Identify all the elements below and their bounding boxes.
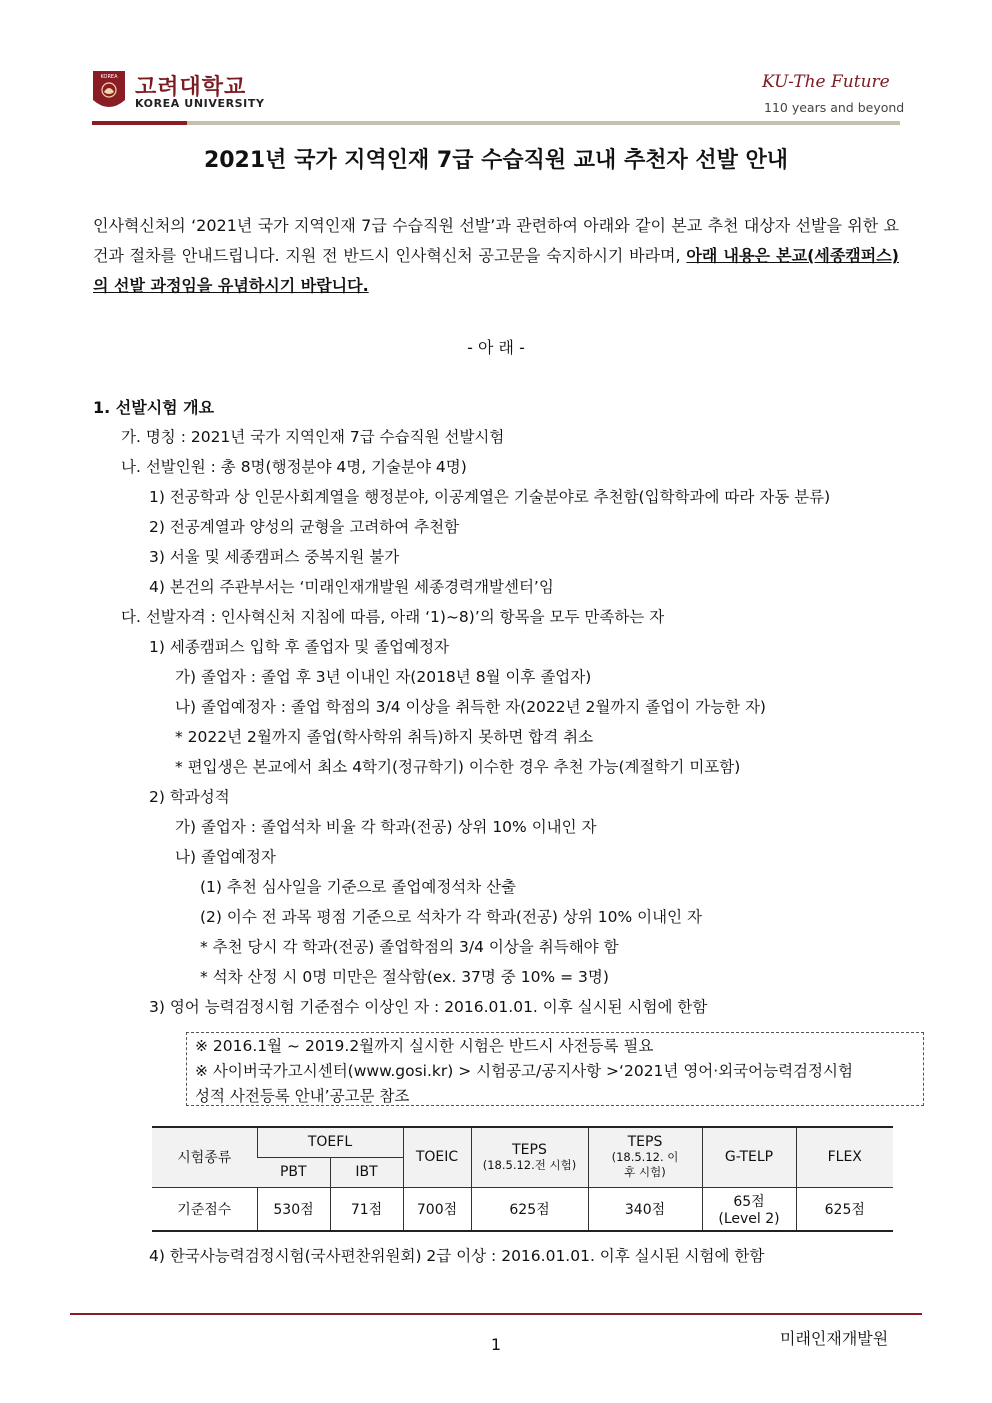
footer-department: 미래인재개발원: [780, 1329, 889, 1348]
list-item: 1) 전공학과 상 인문사회계열을 행정분야, 이공계열은 기술분야로 추천함(입학학과에 따라 자동 분류): [149, 488, 831, 506]
list-item: 가) 졸업자 : 졸업석차 비율 각 학과(전공) 상위 10% 이내인 자: [175, 818, 597, 836]
list-item: * 2022년 2월까지 졸업(학사학위 취득)하지 못하면 합격 취소: [175, 728, 594, 746]
header-cell-toeic: TOEIC: [403, 1127, 471, 1187]
gtelp-level: (Level 2): [718, 1210, 780, 1227]
list-item: 3) 서울 및 세종캠퍼스 중복지원 불가: [149, 548, 400, 566]
section-marker: - 아 래 -: [467, 338, 525, 357]
svg-text:KOREA: KOREA: [100, 74, 118, 80]
header-cell-gtelp: G-TELP: [702, 1127, 796, 1187]
cell-gtelp: [702, 1187, 796, 1231]
list-item: 1) 세종캠퍼스 입학 후 졸업자 및 졸업예정자: [149, 638, 450, 656]
page-number: 1: [490, 1335, 502, 1354]
list-item: (2) 이수 전 과목 평점 기준으로 석차가 각 학과(전공) 상위 10% 이내인 자: [200, 908, 702, 926]
intro-text: 인사혁신처의 ‘2021년 국가 지역인재 7급 수습직원 선발’과 관련하여 아래와 같이 본교 추천 대상자 선발을 위한 요건과 절차를 안내드립니다. 지원 전 반드시 인사혁신처 공고문을 숙지하시기 바라며,: [93, 216, 899, 265]
document-title: 2021년 국가 지역인재 7급 수습직원 교내 추천자 선발 안내: [203, 148, 789, 173]
notice-line: 성적 사전등록 안내’공고문 참조: [195, 1087, 410, 1105]
notice-line: ※ 사이버국가고시센터(www.gosi.kr) > 시험공고/공지사항 >‘2021년 영어·외국어능력검정시험: [195, 1062, 853, 1080]
header-cell-flex: FLEX: [796, 1127, 893, 1187]
header-cell-pbt: PBT: [257, 1157, 330, 1187]
notice-box: [186, 1032, 924, 1106]
list-item: 가. 명칭 : 2021년 국가 지역인재 7급 수습직원 선발시험: [121, 428, 505, 446]
intro-paragraph: [93, 211, 899, 301]
logo-korean-text: 고려대학교: [135, 75, 247, 100]
header-teps-label: TEPS: [627, 1134, 663, 1151]
cell-toeic: 700점: [403, 1187, 471, 1231]
notice-line: ※ 2016.1월 ~ 2019.2월까지 실시한 시험은 반드시 사전등록 필요: [195, 1037, 654, 1055]
list-item: 2) 학과성적: [149, 788, 230, 806]
list-item: 2) 전공계열과 양성의 균형을 고려하여 추천함: [149, 518, 460, 536]
cell-teps-before: 625점: [471, 1187, 588, 1231]
header-teps-note: (18.5.12. 이후 시험): [611, 1150, 679, 1180]
header-cell-toefl: TOEFL: [257, 1127, 403, 1157]
header-cell-teps-after: [588, 1127, 702, 1187]
list-item: 나) 졸업예정자: [175, 848, 276, 866]
score-table: [152, 1126, 893, 1232]
list-item: 4) 한국사능력검정시험(국사편찬위원회) 2급 이상 : 2016.01.01. 이후 실시된 시험에 한함: [149, 1247, 765, 1265]
header-cell-teps-before: [471, 1127, 588, 1187]
slogan-subtitle: 110 years and beyond: [764, 100, 905, 115]
university-seal-icon: [92, 70, 126, 114]
list-item: 다. 선발자격 : 인사혁신처 지침에 따름, 아래 ‘1)~8)’의 항목을 모두 만족하는 자: [121, 608, 665, 626]
list-item: 가) 졸업자 : 졸업 후 3년 이내인 자(2018년 8월 이후 졸업자): [175, 668, 592, 686]
slogan: KU-The Future: [762, 72, 890, 92]
logo-english-text: KOREA UNIVERSITY: [135, 97, 265, 110]
list-item: 3) 영어 능력검정시험 기준점수 이상인 자 : 2016.01.01. 이후 실시된 시험에 한함: [149, 998, 708, 1016]
cell-flex: 625점: [796, 1187, 893, 1231]
list-item: 나. 선발인원 : 총 8명(행정분야 4명, 기술분야 4명): [121, 458, 467, 476]
header-teps-label: TEPS: [512, 1141, 547, 1158]
header-divider-accent: [92, 121, 187, 125]
header-cell-type: 시험종류: [152, 1127, 257, 1187]
section-heading: 1. 선발시험 개요: [93, 398, 215, 417]
cell-ibt: 71점: [330, 1187, 403, 1231]
list-item: 4) 본건의 주관부서는 ‘미래인재개발원 세종경력개발센터’임: [149, 578, 554, 596]
cell-pbt: 530점: [257, 1187, 330, 1231]
list-item: * 편입생은 본교에서 최소 4학기(정규학기) 이수한 경우 추천 가능(계절학기 미포함): [175, 758, 741, 776]
header-divider: [92, 121, 900, 125]
cell-teps-after: 340점: [588, 1187, 702, 1231]
intro-underlined-text: 아래 내용은 본교(세종캠퍼스)의 선발 과정임을 유념하시기 바랍니다.: [93, 246, 899, 295]
row-label: 기준점수: [152, 1187, 257, 1231]
footer-divider: [70, 1313, 922, 1315]
header-cell-ibt: IBT: [330, 1157, 403, 1187]
list-item: * 추천 당시 각 학과(전공) 졸업학점의 3/4 이상을 취득해야 함: [200, 938, 619, 956]
header-teps-note: (18.5.12.전 시험): [482, 1157, 577, 1172]
list-item: (1) 추천 심사일을 기준으로 졸업예정석차 산출: [200, 878, 517, 896]
list-item: * 석차 산정 시 0명 미만은 절삭함(ex. 37명 중 10% = 3명): [200, 968, 609, 986]
list-item: 나) 졸업예정자 : 졸업 학점의 3/4 이상을 취득한 자(2022년 2월까지 졸업이 가능한 자): [175, 698, 766, 716]
gtelp-score: 65점: [733, 1193, 765, 1210]
